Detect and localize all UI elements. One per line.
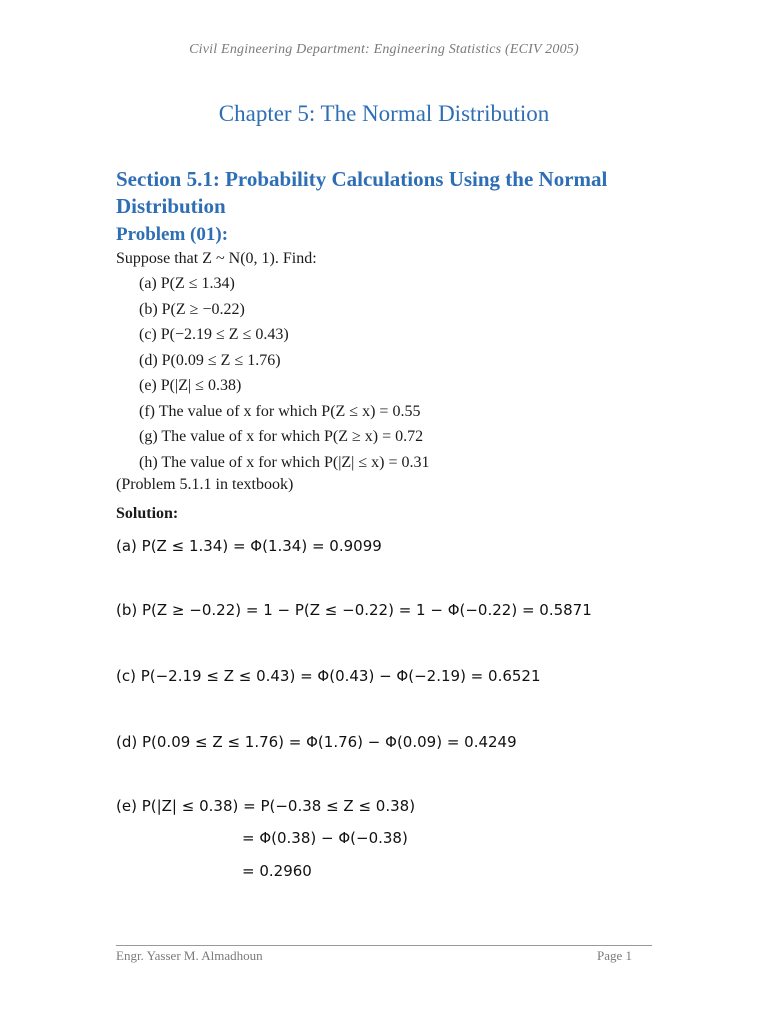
- solution-line-a: (a) P(Z ≤ 1.34) = Φ(1.34) = 0.9099: [116, 537, 382, 555]
- chapter-title: Chapter 5: The Normal Distribution: [218, 101, 550, 126]
- problem-item-d: (d) P(0.09 ≤ Z ≤ 1.76): [139, 351, 281, 369]
- problem-item-b: (b) P(Z ≥ −0.22): [139, 300, 245, 318]
- problem-item-e: (e) P(|Z| ≤ 0.38): [139, 377, 242, 394]
- footer-divider: [116, 945, 652, 946]
- solution-line-c: (c) P(−2.19 ≤ Z ≤ 0.43) = Φ(0.43) − Φ(−2.19) = 0.6521: [116, 667, 541, 685]
- solution-line-d: (d) P(0.09 ≤ Z ≤ 1.76) = Φ(1.76) − Φ(0.09) = 0.4249: [116, 733, 517, 751]
- problem-item-h: (h) The value of x for which P(|Z| ≤ x) = 0.31: [139, 453, 430, 471]
- solution-line-e-cont-2: = 0.2960: [242, 862, 312, 880]
- solution-line-e: (e) P(|Z| ≤ 0.38) = P(−0.38 ≤ Z ≤ 0.38): [116, 797, 416, 815]
- problem-item-g: (g) The value of x for which P(Z ≥ x) = 0.72: [139, 428, 424, 445]
- solution-line-e-cont-1: = Φ(0.38) − Φ(−0.38): [242, 829, 408, 847]
- problem-item-c: (c) P(−2.19 ≤ Z ≤ 0.43): [139, 326, 289, 343]
- footer-author: Engr. Yasser M. Almadhoun: [116, 948, 263, 963]
- problem-items-list: [139, 275, 430, 479]
- page-header: Civil Engineering Department: Engineering Statistics (ECIV 2005): [189, 42, 579, 57]
- problem-intro: Suppose that Z ~ N(0, 1). Find:: [116, 250, 317, 267]
- section-title: Section 5.1: Probability Calculations Using the Normal Distribution: [116, 167, 608, 218]
- solution-line-b: (b) P(Z ≥ −0.22) = 1 − P(Z ≤ −0.22) = 1 − Φ(−0.22) = 0.5871: [116, 601, 592, 619]
- problem-reference: (Problem 5.1.1 in textbook): [116, 476, 294, 493]
- problem-item-a: (a) P(Z ≤ 1.34): [139, 275, 235, 292]
- solution-title: Solution:: [116, 505, 179, 522]
- problem-title: Problem (01):: [116, 224, 229, 245]
- footer-page-number: Page 1: [596, 948, 632, 963]
- problem-item-f: (f) The value of x for which P(Z ≤ x) = 0.55: [139, 402, 421, 420]
